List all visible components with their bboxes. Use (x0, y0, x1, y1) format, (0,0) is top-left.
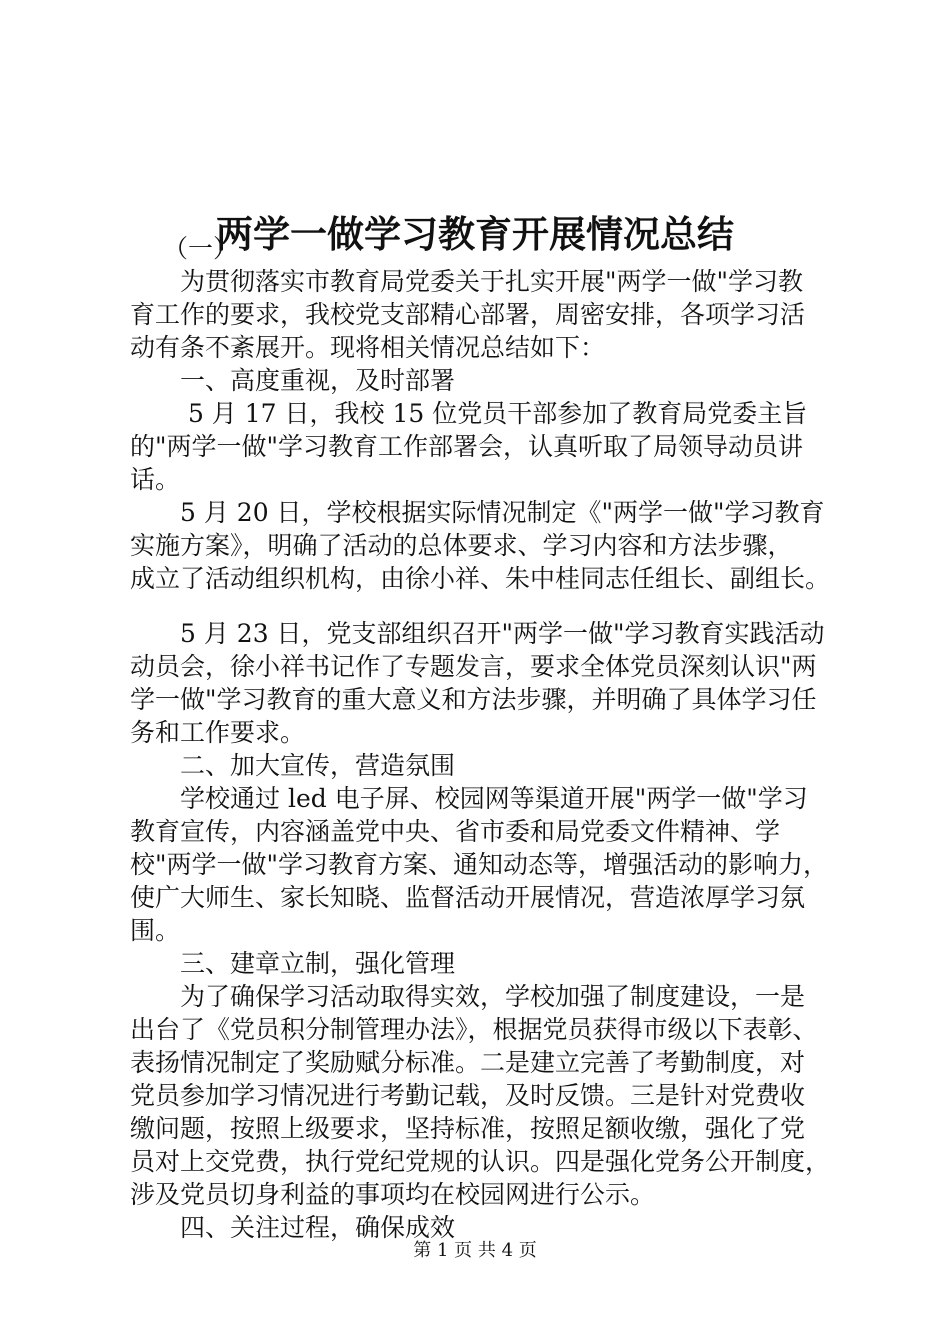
text-line: 出台了《党员积分制管理办法》，根据党员获得市级以下表彰、 (130, 1015, 818, 1044)
text-line: 实施方案》，明确了活动的总体要求、学习内容和方法步骤， (130, 531, 793, 560)
blank-line (130, 595, 842, 617)
text-line: 涉及党员切身利益的事项均在校园网进行公示。 (130, 1180, 656, 1209)
text-line: 5 月 23 日，党支部组织召开"两学一做"学习教育实践活动 (130, 619, 825, 648)
text-line: 教育宣传，内容涵盖党中央、省市委和局党委文件精神、学 (130, 817, 781, 846)
text-line: 成立了活动组织机构，由徐小祥、朱中桂同志任组长、副组长。 (130, 564, 831, 593)
document-body (130, 232, 842, 1244)
page-title: 两学一做学习教育开展情况总结 (216, 211, 734, 256)
text-line: 话。 (130, 465, 181, 494)
text-line: 育工作的要求，我校党支部精心部署，周密安排，各项学习活 (130, 300, 806, 329)
text-line: 为了确保学习活动取得实效，学校加强了制度建设，一是 (130, 982, 806, 1011)
text-line: 学校通过 led 电子屏、校园网等渠道开展"两学一做"学习 (130, 784, 808, 813)
text-line: 表扬情况制定了奖励赋分标准。二是建立完善了考勤制度，对 (130, 1048, 806, 1077)
section-heading: 二、加大宣传，营造氛围 (130, 751, 456, 780)
text-line: 为贯彻落实市教育局党委关于扎实开展"两学一做"学习教 (130, 267, 804, 296)
page-footer: 第 1 页 共 4 页 (413, 1240, 537, 1261)
text-line: 动有条不紊展开。现将相关情况总结如下： (130, 333, 606, 362)
text-line: 围。 (130, 916, 181, 945)
text-line: 务和工作要求。 (130, 718, 306, 747)
section-heading: 三、建章立制，强化管理 (130, 949, 456, 978)
text-line: 使广大师生、家长知晓、监督活动开展情况，营造浓厚学习氛 (130, 883, 806, 912)
text-line: （一） (130, 234, 238, 263)
text-line: 5 月 17 日，我校 15 位党员干部参加了教育局党委主旨 (130, 399, 808, 428)
section-heading: 四、关注过程，确保成效 (130, 1213, 456, 1242)
text-line: 员对上交党费，执行党纪党规的认识。四是强化党务公开制度， (130, 1147, 831, 1176)
text-line: 校"两学一做"学习教育方案、通知动态等，增强活动的影响力， (130, 850, 829, 879)
text-line: 学一做"学习教育的重大意义和方法步骤，并明确了具体学习任 (130, 685, 817, 714)
text-line: 缴问题，按照上级要求，坚持标准，按照足额收缴，强化了党 (130, 1114, 806, 1143)
section-heading: 一、高度重视，及时部署 (130, 366, 456, 395)
text-line: 5 月 20 日，学校根据实际情况制定《"两学一做"学习教育 (130, 498, 825, 527)
text-line: 的"两学一做"学习教育工作部署会，认真听取了局领导动员讲 (130, 432, 804, 461)
text-line: 动员会，徐小祥书记作了专题发言，要求全体党员深刻认识"两 (130, 652, 817, 681)
text-line: 党员参加学习情况进行考勤记载，及时反馈。三是针对党费收 (130, 1081, 806, 1110)
